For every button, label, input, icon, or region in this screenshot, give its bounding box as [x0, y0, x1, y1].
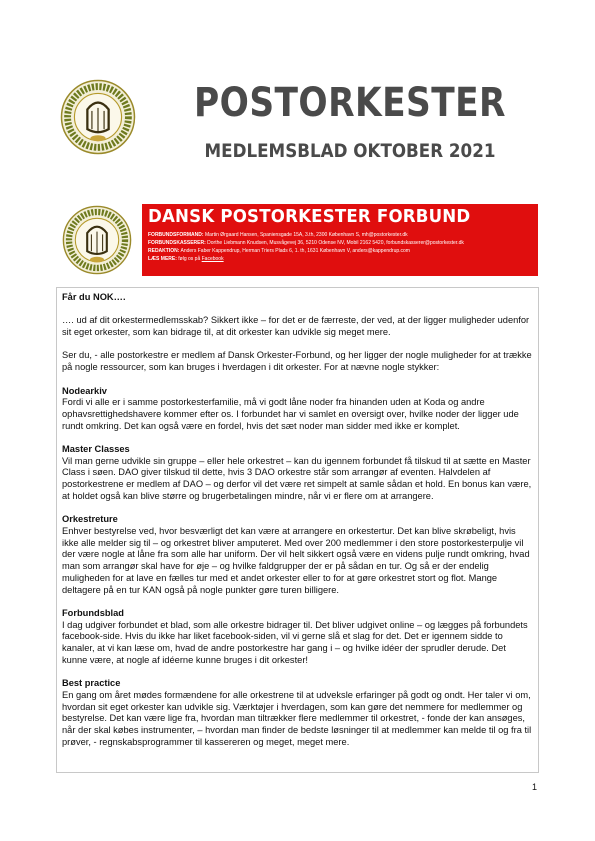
page-number: 1 — [532, 782, 538, 792]
federation-banner — [142, 204, 538, 276]
article-paragraph: Ser du, - alle postorkestre er medlem af Dansk Orkester-Forbund, og her ligger der nogle muligheder for at trække på nogle ressourcer, som kan bruges i hverdagen i dit orkester. For at nævne nogle stykker: — [62, 350, 532, 373]
article-box — [56, 287, 539, 773]
postorkester-emblem-icon — [60, 79, 136, 155]
banner-line-redaktion: REDAKTION: Anders Faber Kappendrup, Herman Triers Plads 6, 1. th, 1631 København V, anders@kappendrup.com — [148, 248, 410, 254]
section-text: Enhver bestyrelse ved, hvor besværligt det kan være at arrangere en orkestertur. Det kan blive skrøbeligt, hvis ikke alle melder sig til – og orkestret bliver amputeret. Med over 200 medlemmer i den store postorkesterpulje vil der være nogle at låne fra som alle har uniform. Der vil helt sikkert også være en videns pulje rundt omkring, hvad man som arrangør skal have for øje – og hvilke faldgrupper der er på sådan en tur. Og så er der endelig muligheden for at lave en fælles tur med et andet orkester eller to for at gøre orkestret stort og flot. Mange deltagere på en tur KAN også på nogle punkter gøre turen billigere. — [62, 525, 530, 595]
page-subtitle: MEDLEMSBLAD OKTOBER 2021 — [204, 140, 496, 162]
section-text: Fordi vi alle er i samme postorkesterfamilie, må vi godt låne noder fra hinanden uden at Koda og andre ophavsrettighedshavere kommer efter os. I forbundet har vi samlet en oversigt over, hvilke noder der ligger ude rundt omkring. Det kan også være en fordel, hvis det sæt noder man sidder med ikke er komplet. — [62, 397, 519, 431]
section-heading: Nodearkiv — [62, 385, 107, 396]
banner-line-kasserer: FORBUNDSKASSERER: Dorthe Liebmann Knudsen, Musvågevej 36, 5210 Odense NV, Mobil 2162 5420, forbundskasserer@postorkester.dk — [148, 240, 464, 246]
banner-line-formand: FORBUNDSFORMAND: Martin Ørgaard Hansen, Spaniensgade 15A, 3.th, 2300 København S, mh@postorkester.dk — [148, 232, 408, 238]
section-heading: Best practice — [62, 678, 121, 689]
page-title: POSTORKESTER — [194, 80, 506, 126]
facebook-link[interactable]: Facebook — [201, 256, 224, 262]
banner-title: DANSK POSTORKESTER FORBUND — [148, 207, 471, 227]
section-heading: Forbundsblad — [62, 607, 124, 618]
article-paragraph: …. ud af dit orkestermedlemsskab? Sikkert ikke – for det er de færreste, der ved, at der ligger muligheder udenfor sit eget orkester, som kan bidrage til, at dit orkester kan udvikle sig meget mere. — [62, 315, 530, 338]
section-heading: Orkestreture — [62, 514, 118, 525]
postorkester-emblem-icon — [62, 205, 132, 275]
article-heading: Får du NOK…. — [62, 292, 126, 302]
section-text: En gang om året mødes formændene for alle orkestrene til at udveksle erfaringer på godt og ondt. Her taler vi om, hvordan sit eget orkester kan udvikle sig. Værktøjer i hverdagen, som kan gøre det nemmere for medlemmer og bestyrelse. Det kan være lige fra, hvordan man tiltrækker flere medlemmer til orkestret, - fonde der kan ansøges, når der skal købes instrumenter, – hvordan man finder de bedste løsninger til at medlemmer kan melde til og fra til prøver, - regnskabsprogrammer til kassereren og meget, meget mere. — [62, 689, 532, 747]
section-text: I dag udgiver forbundet et blad, som alle orkestre bidrager til. Det bliver udgivet online – og lægges på forbundets facebook-side. Hvis du ikke har liket facebook-siden, vil vi gerne slå et slag for det. Det er igennem sidde to kanaler, at vi kan læse om, hvad de andre postorkestre har gang i – og hvilke idéer der sprudler derude. Det kunne være, at nogle af idéerne kunne bruges i dit orkester! — [62, 619, 528, 665]
banner-line-laes-mere: LÆS MERE: følg os på Facebook — [148, 256, 224, 262]
section-text: Vil man gerne udvikle sin gruppe – eller hele orkestret – kan du igennem forbundet få tilskud til at sætte en Master Class i søen. DAO giver tilskud til dette, hvis 3 DAO orkestre står som arrangør af eventen. Halvdelen af postorkestrene er medlem af DAO – og derfor vil det være ret simpelt at samle sådan et hold. En bonus kan være, at holdet også kan blive større og brugerbetalingen mindre, når vi er flere om at arrangere. — [62, 455, 532, 501]
section-heading: Master Classes — [62, 444, 130, 455]
